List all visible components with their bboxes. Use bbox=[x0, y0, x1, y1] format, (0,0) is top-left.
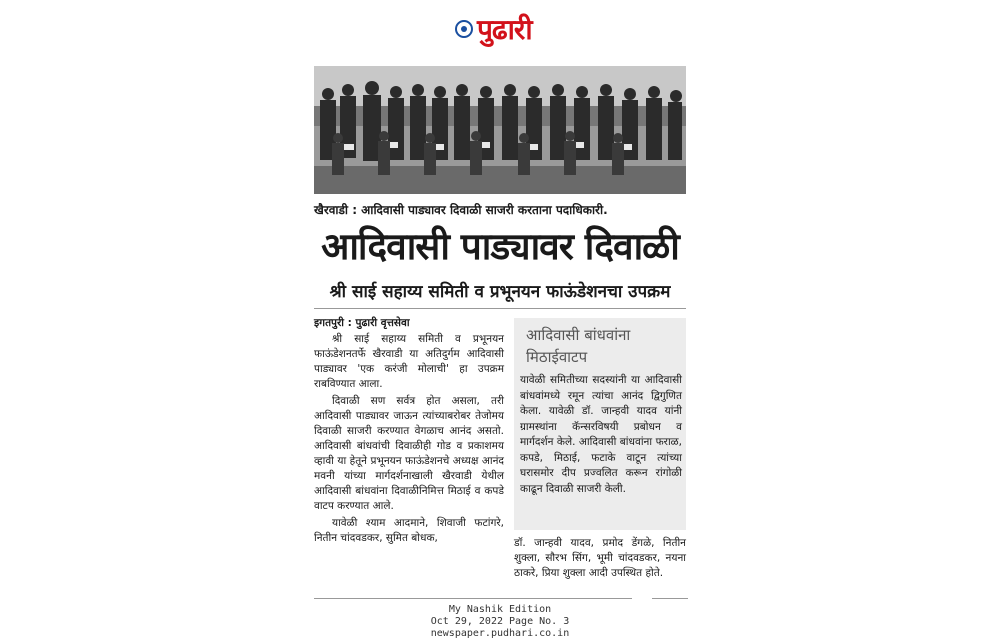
article-body bbox=[314, 332, 504, 548]
photo-caption: खैरवाडी : आदिवासी पाड्यावर दिवाळी साजरी करताना पदाधिकारी. bbox=[314, 203, 608, 217]
divider bbox=[652, 598, 688, 599]
dateline: इगतपुरी : पुढारी वृत्तसेवा bbox=[314, 317, 410, 329]
article-headline: आदिवासी पाड्यावर दिवाळी bbox=[321, 225, 679, 268]
edition-url[interactable]: newspaper.pudhari.co.in bbox=[430, 628, 570, 639]
edition-date-page: Oct 29, 2022 Page No. 3 bbox=[430, 616, 570, 627]
masthead-logo[interactable] bbox=[455, 10, 551, 48]
edition-name: My Nashik Edition bbox=[448, 604, 552, 615]
paragraph: यावेळी श्याम आदमाने, शिवाजी फटांगरे, नितीन चांदवडकर, सुमित बोधक, bbox=[314, 517, 504, 544]
group-photo bbox=[314, 66, 686, 194]
paragraph: दिवाळी सण सर्वत्र होत असला, तरी आदिवासी पाड्यावर जाऊन त्यांच्याबरोबर तेजोमय दिवाळी साजरी करण्यात वेगळाच आनंद असतो. आदिवासी बांधवांची दिवाळीही गोड व प्रकाशमय व्हावी या हेतूने प्रभूनयन फाऊंडेशनचे अध्यक्ष आनंद मवनी यांच्या मार्गदर्शनाखाली खैरवाडी येथील आदिवासी बांधवांना दिवाळीनिमित्त मिठाई व कपडे वाटप करण्यात आले. bbox=[314, 395, 504, 512]
paragraph: श्री साई सहाय्य समिती व प्रभूनयन फाऊंडेशनतर्फे खैरवाडी या अतिदुर्गम आदिवासी पाड्यावर 'एक करंजी मोलाची' हा उपक्रम राबविण्यात आला. bbox=[314, 333, 504, 390]
logo-text: पुढारी bbox=[477, 13, 532, 46]
sidebar-body: यावेळी समितीच्या सदस्यांनी या आदिवासी बांधवांमध्ये रमून त्यांचा आनंद द्विगुणित केला. यावेळी डॉ. जान्हवी यादव यांनी ग्रामस्थांना कॅन्सरविषयी प्रबोधन व मार्गदर्शन केले. आदिवासी बांधवांना फराळ, कपडे, मिठाई, फटाके वाटून त्यांच्या घरासमोर दीप प्रज्वलित करून रांगोळी काढून दिवाळी साजरी केली. bbox=[520, 374, 682, 495]
article-subheadline: श्री साई सहाय्य समिती व प्रभूनयन फाऊंडेशनचा उपक्रम bbox=[329, 282, 671, 302]
sidebar-title: आदिवासी बांधवांना मिठाईवाटप bbox=[526, 326, 631, 366]
sidebar-box bbox=[514, 318, 686, 530]
divider bbox=[314, 308, 686, 309]
edition-footer bbox=[0, 604, 1000, 640]
news-clipping bbox=[314, 66, 688, 600]
article-tail: डॉ. जान्हवी यादव, प्रमोद डेंगळे, नितीन शुक्ला, सौरभ सिंग, भूमी चांदवडकर, नयना ठाकरे, प्रिया शुक्ला आदी उपस्थित होते. bbox=[514, 537, 686, 579]
newspaper-seal-icon bbox=[455, 20, 473, 38]
divider bbox=[314, 598, 632, 599]
